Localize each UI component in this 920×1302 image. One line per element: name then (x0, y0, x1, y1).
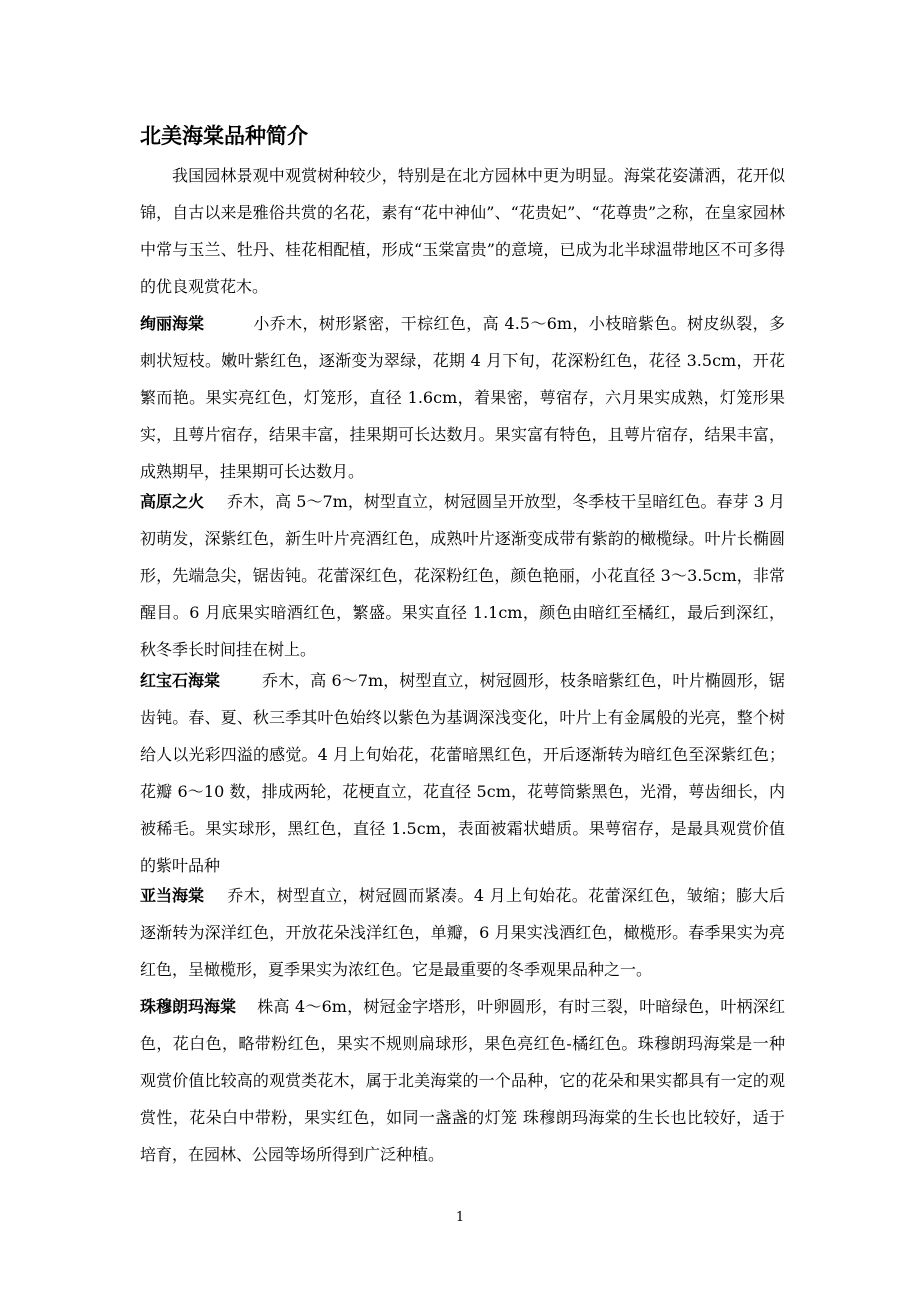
variety-description: 乔木，高 5～7m，树型直立，树冠圆呈开放型，冬季枝干呈暗红色。春芽 3 月初萌发，深紫红色，新生叶片亮酒红色，成熟叶片逐渐变成带有紫韵的橄榄绿。叶片长椭圆形，先端急尖，锯齿钝。花蕾深红色，花深粉红色，颜色艳丽，小花直径 3～3.5cm，非常醒目。6 月底果实暗酒红色，繁盛。果实直径 1.1cm，颜色由暗红至橘红，最后到深红，秋冬季长时间挂在树上。 (140, 492, 785, 659)
variety-entry-hongbaoshi (140, 662, 785, 884)
variety-name: 高原之火 (140, 492, 205, 511)
variety-entry-gaoyuanzhihuo (140, 483, 785, 668)
variety-name: 珠穆朗玛海棠 (140, 997, 237, 1016)
variety-description: 小乔木，树形紧密，干棕红色，高 4.5～6m，小枝暗紫色。树皮纵裂，多刺状短枝。嫩叶紫红色，逐渐变为翠绿，花期 4 月下旬，花深粉红色，花径 3.5cm，开花繁而艳。果实亮红色，灯笼形，直径 1.6cm，着果密，萼宿存，六月果实成熟，灯笼形果实，且萼片宿存，结果丰富，挂果期可长达数月。果实富有特色，且萼片宿存，结果丰富，成熟期早，挂果期可长达数月。 (140, 314, 785, 481)
variety-description: 乔木，树型直立，树冠圆而紧凑。4 月上旬始花。花蕾深红色，皱缩；膨大后逐渐转为深洋红色，开放花朵浅洋红色，单瓣，6 月果实浅酒红色，橄榄形。春季果实为亮红色，呈橄榄形，夏季果实为浓红色。它是最重要的冬季观果品种之一。 (140, 886, 785, 979)
variety-name: 红宝石海棠 (140, 671, 221, 690)
variety-name: 亚当海棠 (140, 886, 205, 905)
variety-description: 乔木，高 6～7m，树型直立，树冠圆形，枝条暗紫红色，叶片椭圆形，锯齿钝。春、夏、秋三季其叶色始终以紫色为基调深浅变化，叶片上有金属般的光亮，整个树给人以光彩四溢的感觉。4 月上旬始花，花蕾暗黑红色，开后逐渐转为暗红色至深紫红色；花瓣 6～10 数，排成两轮，花梗直立，花直径 5cm，花萼筒紫黑色，光滑，萼齿细长，内被稀毛。果实球形，黑红色，直径 1.5cm，表面被霜状蜡质。果萼宿存，是最具观赏价值的紫叶品种 (140, 671, 785, 875)
intro-paragraph: 我国园林景观中观赏树种较少，特别是在北方园林中更为明显。海棠花姿潇洒，花开似锦，自古以来是雅俗共赏的名花，素有“花中神仙”、“花贵妃”、“花尊贵”之称，在皇家园林中常与玉兰、牡丹、桂花相配植，形成“玉棠富贵”的意境，已成为北半球温带地区不可多得的优良观赏花木。 (140, 166, 785, 296)
variety-description: 株高 4～6m，树冠金字塔形，叶卵圆形，有时三裂，叶暗绿色，叶柄深红色，花白色，略带粉红色，果实不规则扁球形，果色亮红色-橘红色。珠穆朗玛海棠是一种观赏价值比较高的观赏类花木，属于北美海棠的一个品种，它的花朵和果实都具有一定的观赏性，花朵白中带粉，果实红色，如同一盏盏的灯笼 珠穆朗玛海棠的生长也比较好，适于培育，在园林、公园等场所得到广泛种植。 (140, 997, 785, 1164)
document-title: 北美海棠品种简介 (140, 124, 308, 148)
page-number: 1 (455, 1210, 465, 1225)
variety-entry-xuanli (140, 305, 785, 490)
variety-name: 绚丽海棠 (140, 314, 205, 333)
variety-entry-zhumulangma (140, 988, 785, 1173)
variety-entry-yadang (140, 877, 785, 988)
